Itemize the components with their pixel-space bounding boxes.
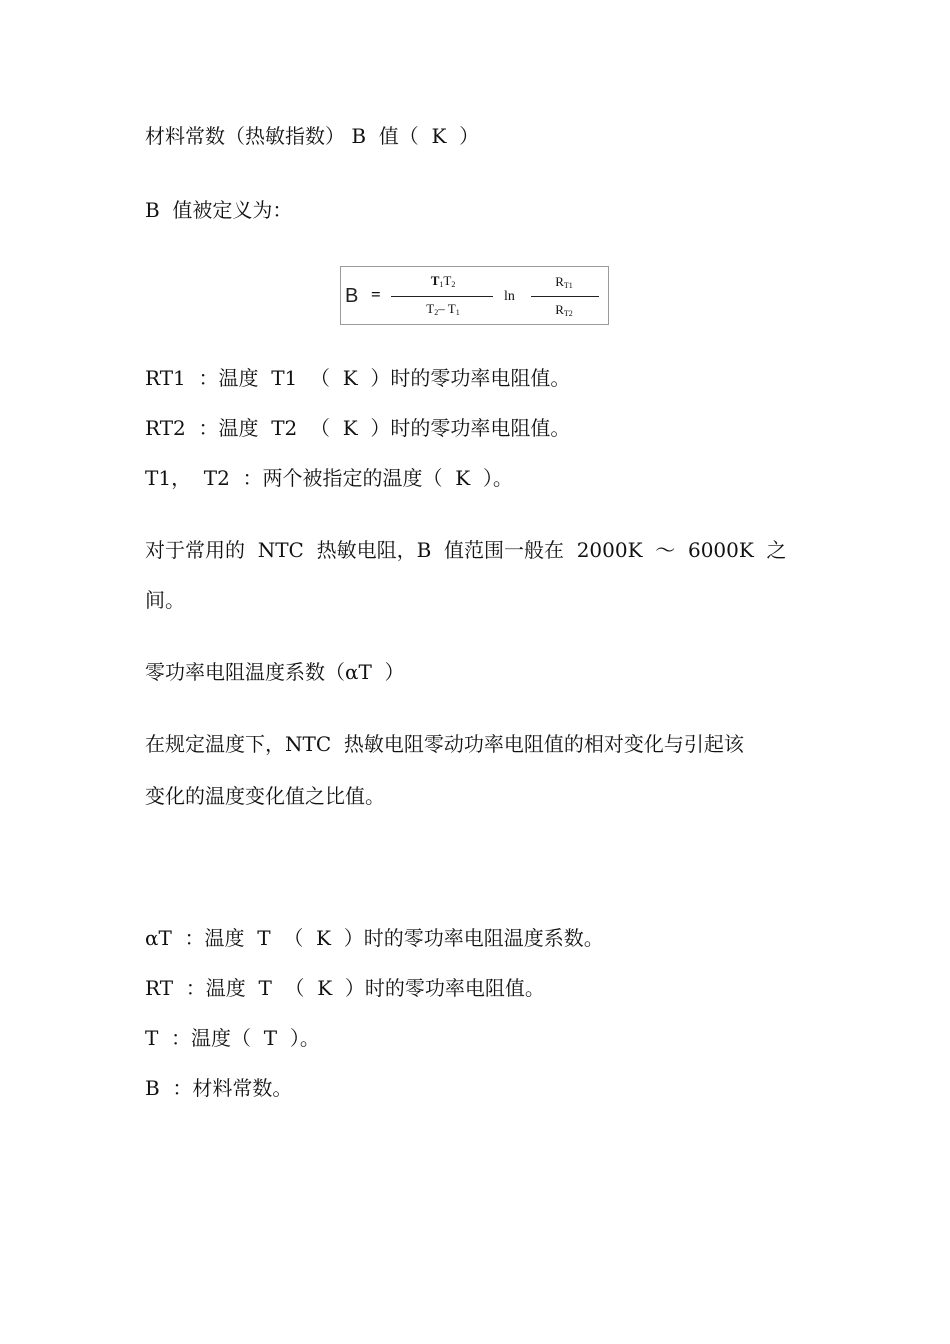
b-value-defined-as: B 值被定义为：	[145, 198, 293, 222]
rt2-definition: RT2 ：温度 T2 （ K ）时的零功率电阻值。	[145, 416, 571, 440]
b-value-formula	[340, 266, 609, 325]
alpha-description-line-1: 在规定温度下，NTC 热敏电阻零动功率电阻值的相对变化与引起该	[145, 732, 744, 756]
b-range-line-2: 间。	[145, 588, 185, 612]
formula-fraction-1-bar	[391, 296, 493, 297]
formula-fraction-2-numerator: $R_{T1}$	[555, 274, 573, 290]
t-definition: T ：温度（ T ）。	[145, 1026, 320, 1050]
b-value-heading: 材料常数（热敏指数） B 值（ K ）	[145, 124, 480, 148]
formula-fraction-1-denominator: $T_2-$ $T_1$	[426, 301, 460, 317]
formula-fraction-2-bar	[531, 296, 599, 297]
alphaT-definition: αT ：温度 T （ K ）时的零功率电阻温度系数。	[145, 926, 604, 950]
rt1-definition: RT1 ：温度 T1 （ K ）时的零功率电阻值。	[145, 366, 571, 390]
rt-definition: RT ：温度 T （ K ）时的零功率电阻值。	[145, 976, 545, 1000]
alpha-heading: 零功率电阻温度系数（αT ）	[145, 660, 405, 684]
formula-lhs: B	[345, 285, 359, 307]
alpha-description-line-2: 变化的温度变化值之比值。	[145, 784, 385, 808]
formula-ln: ln	[504, 289, 515, 304]
formula-equals: =	[371, 285, 381, 304]
b-definition: B ：材料常数。	[145, 1076, 293, 1100]
b-range-line-1: 对于常用的 NTC 热敏电阻，B 值范围一般在 2000K ～ 6000K 之	[145, 538, 787, 562]
formula-fraction-2-denominator: $R_{T2}$	[555, 302, 573, 318]
t1-t2-definition: T1， T2 ：两个被指定的温度（ K ）。	[145, 466, 513, 490]
formula-fraction-1-numerator: $T_1T_2$	[430, 273, 456, 289]
